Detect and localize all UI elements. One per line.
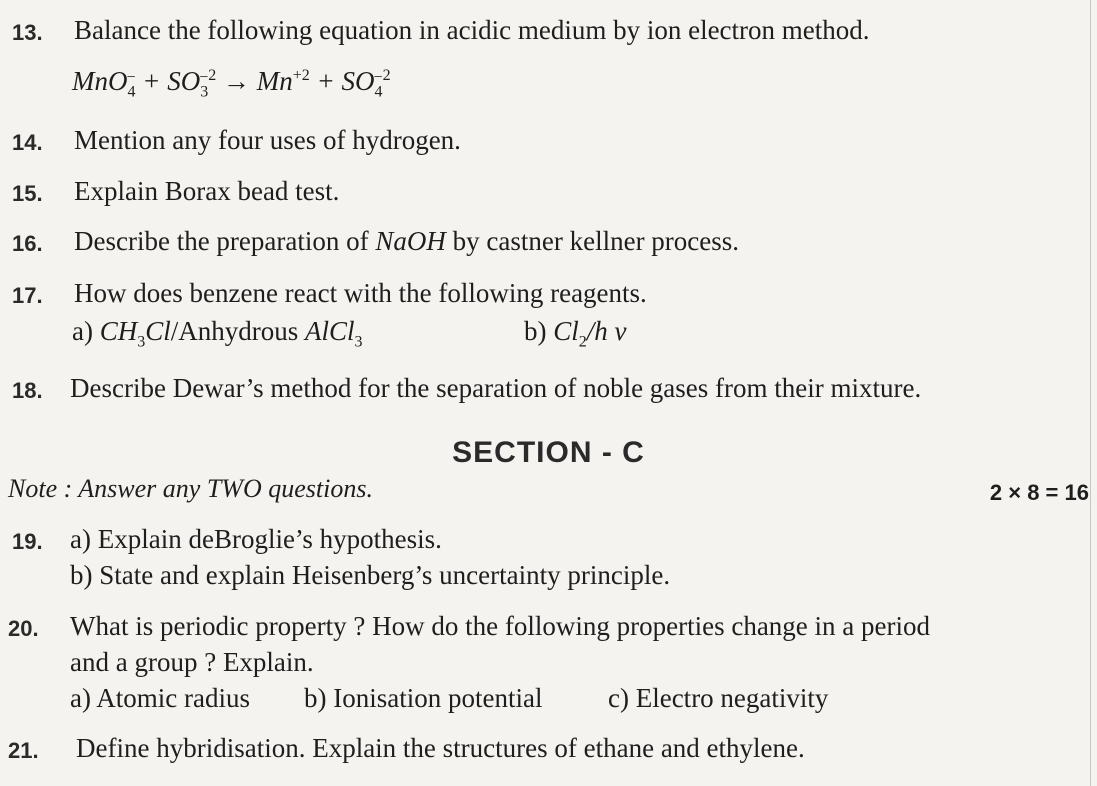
part-a: a) Explain deBroglie’s hypothesis.	[70, 524, 442, 554]
question-number: 14.	[12, 130, 43, 155]
formula-naoh: NaOH	[375, 226, 446, 256]
question-text: Explain Borax bead test.	[74, 176, 340, 206]
option-text: /Anhydrous	[170, 316, 306, 346]
text-before: Describe the preparation of	[74, 226, 376, 256]
section-title: SECTION - C	[452, 436, 645, 469]
question-number: 19.	[12, 529, 43, 554]
page-edge	[1090, 0, 1091, 786]
part-b: b) Ionisation potential	[304, 683, 543, 713]
formula-cl2-hv: $Cl_2/h$ v	[553, 316, 627, 351]
part-b: b) State and explain Heisenberg’s uncertainty principle.	[70, 560, 671, 590]
option-label: b)	[524, 316, 554, 346]
option-label: a)	[72, 316, 100, 346]
part-a: a) Atomic radius	[70, 683, 250, 713]
question-number: 16.	[12, 231, 43, 256]
formula-alcl3: AlCl$_3$	[305, 316, 363, 351]
question-number: 20.	[8, 616, 39, 641]
question-text	[74, 226, 739, 257]
question-number: 21.	[8, 738, 39, 763]
section-note: Note : Answer any TWO questions.	[8, 474, 373, 503]
question-text: How does benzene react with the following reagents.	[74, 278, 647, 308]
question-text-line1: What is periodic property ? How do the following properties change in a period	[70, 611, 930, 641]
question-number: 17.	[12, 283, 43, 308]
question-number: 15.	[12, 181, 43, 206]
option-a	[72, 316, 363, 351]
option-b	[524, 316, 627, 351]
part-c: c) Electro negativity	[608, 683, 829, 713]
question-number: 18.	[12, 378, 43, 403]
question-text-line2: and a group ? Explain.	[70, 647, 314, 677]
chemical-equation: $MnO_4^- + SO_3^{-2} \to Mn^{+2} + SO_4^{-2}$	[72, 66, 391, 101]
section-marks: 2 × 8 = 16	[989, 480, 1089, 505]
question-text: Describe Dewar’s method for the separation of noble gases from their mixture.	[70, 373, 922, 403]
formula-ch3cl: $CH_3Cl$	[99, 316, 171, 351]
question-text: Balance the following equation in acidic medium by ion electron method.	[74, 15, 870, 45]
question-text: Define hybridisation. Explain the structures of ethane and ethylene.	[76, 733, 805, 763]
question-text: Mention any four uses of hydrogen.	[74, 125, 461, 155]
question-number: 13.	[12, 20, 43, 45]
text-after: by castner kellner process.	[445, 226, 740, 256]
